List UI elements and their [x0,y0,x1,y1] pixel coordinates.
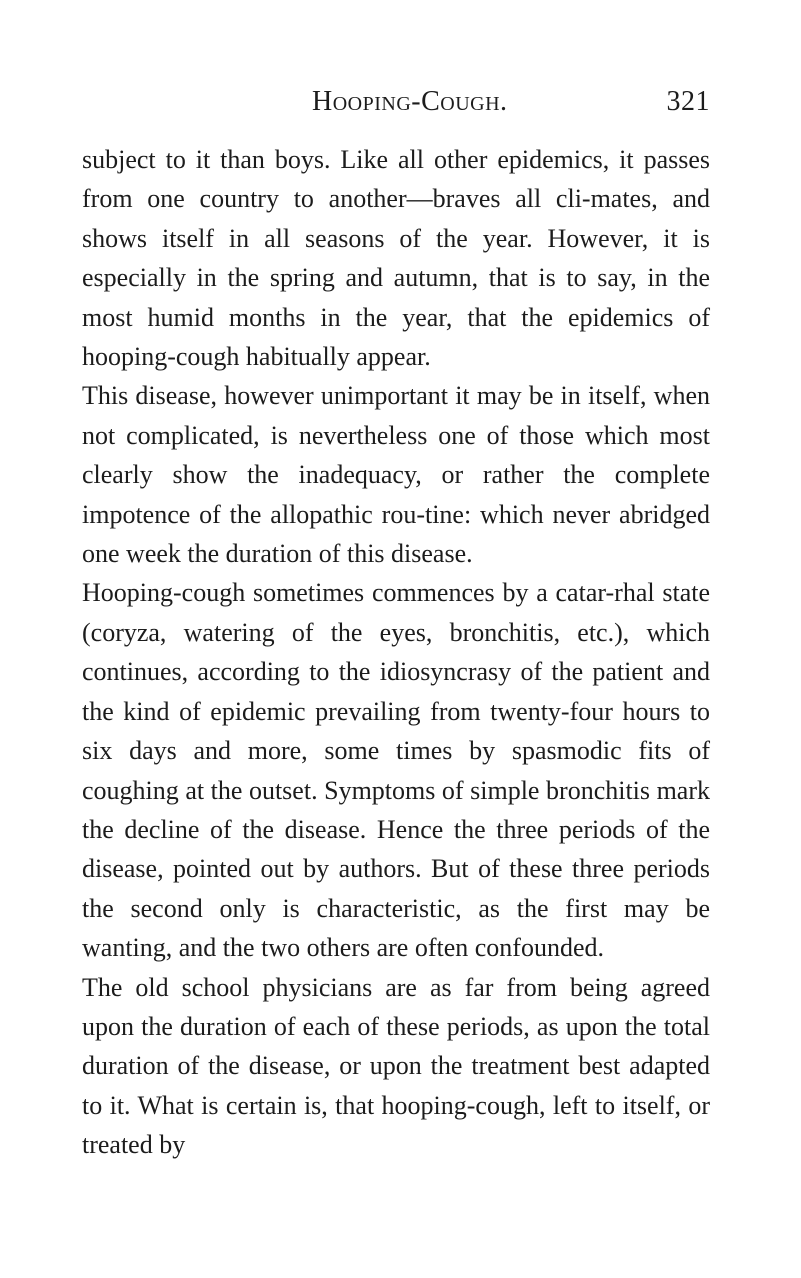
paragraph-2: This disease, however unimportant it may be in itself, when not complicated, is nevertheless one of those which most clearly show the inadequacy, or rather the complete impotence of the allopathic rou-tine: which never abridged one week the duration of this disease. [82,381,710,569]
page-number: 321 [666,86,710,117]
paragraph-3: Hooping-cough sometimes commences by a catar-rhal state (coryza, watering of the eyes, bronchitis, etc.), which continues, according to the idiosyncrasy of the patient and the kind of epidemic prevailing from twenty-four hours to six days and more, some times by spasmodic fits of coughing at the outset. Symptoms of simple bronchitis mark the decline of the disease. Hence the three periods of the disease, pointed out by authors. But of these three periods the second only is characteristic, as the first may be wanting, and the two others are often confounded. [82,578,710,963]
running-title: Hooping-Cough. [312,86,508,117]
running-header [300,86,710,126]
paragraph-1: subject to it than boys. Like all other epidemics, it passes from one country to another—braves all cli-mates, and shows itself in all seasons of the year. However, it is especially in the spring and autumn, that is to say, in the most humid months in the year, that the epidemics of hooping-cough habitually appear. [82,145,710,372]
body-text [82,140,710,1165]
paragraph-4: The old school physicians are as far from being agreed upon the duration of each of these periods, as upon the total duration of the disease, or upon the treatment best adapted to it. What is certain is, that hooping-cough, left to itself, or treated by [82,972,710,1160]
